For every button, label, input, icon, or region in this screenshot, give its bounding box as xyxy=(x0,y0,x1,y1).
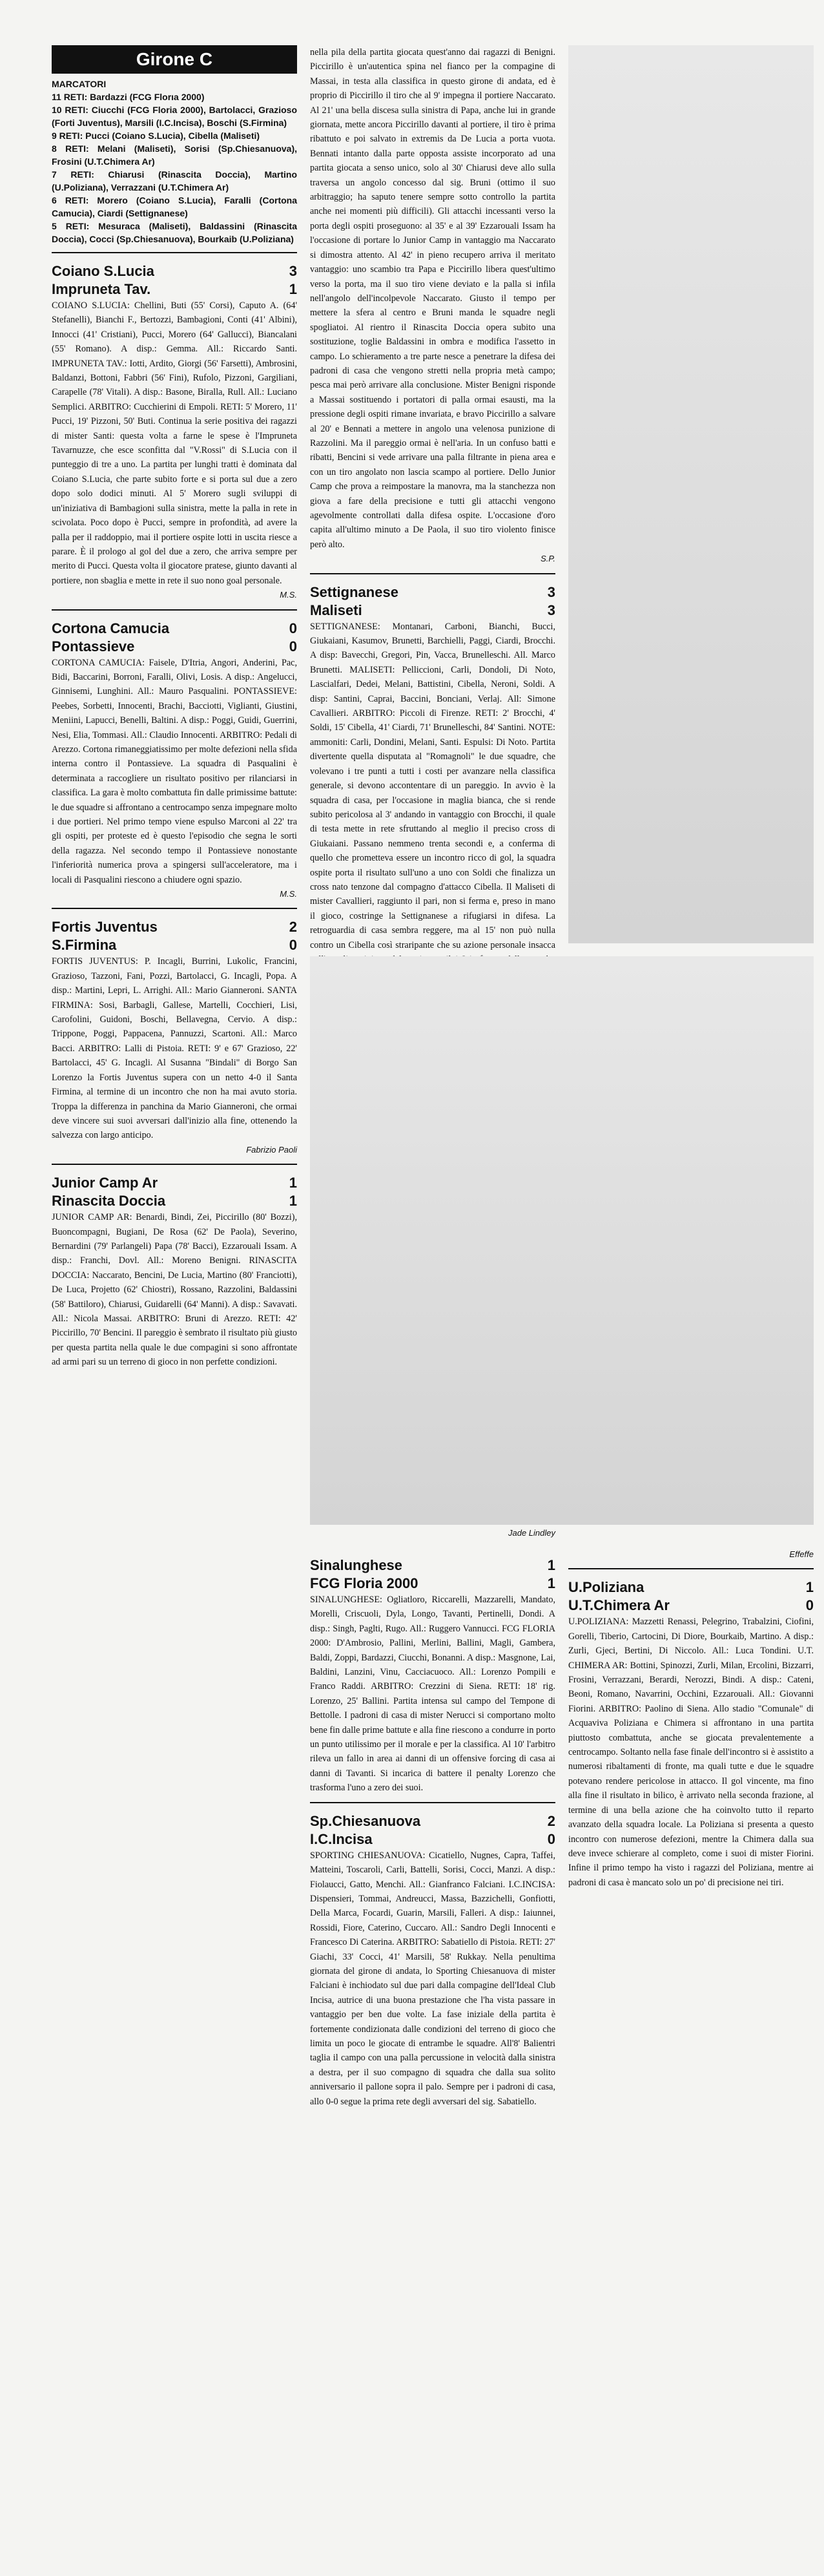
away-team-row xyxy=(52,936,297,954)
home-team-row xyxy=(310,1812,555,1830)
photo-1 xyxy=(310,956,814,1525)
signature: S.P. xyxy=(541,554,555,564)
home-score: 0 xyxy=(289,620,297,636)
home-team-row xyxy=(310,1556,555,1575)
match-body: COIANO S.LUCIA: Chellini, Buti (55' Corsi), Caputo A. (64' Stefanelli), Bianchi F., Bertozzi, Bambagioni, Conti (41' Albini), Innocci (41' Cristiani), Pucci, Morero (64' Gallucci), Biancalani (55' Romano). A disp.: Gemma. All.: Riccardo Santi. IMPRUNETA TAV.: Iotti, Ardito, Giorgi (56' Farsetti), Ambrosini, Baldanzi, Bottoni, Fabbri (56' Fini), Rufolo, Pizzoni, Gargiliani, Carapelle (78' Vitali). A disp.: Basone, Biralla, Rull. All.: Luciano Semplici. ARBITRO: Cucchierini di Empoli. RETI: 5' Morero, 11' Pucci, 19' Pizzoni, 50' Buti. Continua la serie positiva dei ragazzi di mister Santi: questa volta a farne le spese è l'Impruneta Tavarnuzze, che esce sconfitta dal "V.Rossi" di S.Lucia con il punteggio di tre a uno. La partita per lunghi tratti è dominata dal Coiano S.Lucia, che parte subito forte e si porta sul due a zero dopo solo dodici minuti. Al 5' Morero sugli sviluppi di un'iniziativa di Bambagioni sulla sinistra, mette la palla in rete in scivolata. Poco dopo è Pucci, sempre in profondità, ad avere la palla per il raddoppio, mai il portiere ospite lotti in uscita riesce a parare. È il prologo al gol del due a zero, che arriva sempre per merito di Pucci. Questa volta il giocatore pratese, giunto davanti al portiere, non sbaglia e mette in rete il suo nono goal personale. xyxy=(52,300,297,586)
signature: Jade Lindley xyxy=(508,1528,555,1538)
scorers-line: 8 RETI: Melani (Maliseti), Sorisi (Sp.Chiesanuova), Frosini (U.T.Chimera Ar) xyxy=(52,143,297,167)
home-team: Coiano S.Lucia xyxy=(52,263,154,279)
home-team: Junior Camp Ar xyxy=(52,1175,158,1191)
photo-image xyxy=(310,956,814,1525)
away-team: U.T.Chimera Ar xyxy=(568,1597,670,1614)
scorers-line: 5 RETI: Mesuraca (Maliseti), Baldassini (Rinascita Doccia), Cocci (Sp.Chiesanuova), Bourkaib (U.Poliziana) xyxy=(52,221,297,244)
home-team: Fortis Juventus xyxy=(52,919,158,936)
home-team-row xyxy=(52,262,297,280)
home-team-row xyxy=(52,1174,297,1192)
away-score: 0 xyxy=(289,638,297,654)
scorers-box xyxy=(52,78,297,246)
match-report xyxy=(52,262,297,603)
divider xyxy=(52,609,297,611)
signature: Fabrizio Paoli xyxy=(246,1144,297,1155)
away-team: FCG Floria 2000 xyxy=(310,1575,418,1591)
home-team-row xyxy=(310,583,555,602)
section-title: Girone C xyxy=(52,45,297,74)
away-score: 1 xyxy=(289,1193,297,1209)
home-team: Sinalunghese xyxy=(310,1557,403,1573)
match-report xyxy=(310,1812,555,2109)
signature: M.S. xyxy=(280,590,297,600)
home-score: 1 xyxy=(547,1557,555,1573)
scorers-title: MARCATORI xyxy=(52,79,107,89)
column-3 xyxy=(568,1547,814,1890)
scorers-line: 10 RETI: Ciucchi (FCG Floria 2000), Bartolacci, Grazioso (Forti Juventus), Marsili (I.C.Incisa), Boschi (S.Firmina) xyxy=(52,105,297,128)
match-report xyxy=(310,1556,555,1796)
away-score: 1 xyxy=(547,1575,555,1591)
match-body: SETTIGNANESE: Montanari, Carboni, Bianchi, Bucci, Giukaiani, Kasumov, Brunetti, Barchielli, Paggi, Ciardi, Brocchi. A disp: Bavecchi, Gregori, Pin, Vacca, Brunelleschi. All. Marco Brunetti. MALISETI: Pelliccioni, Carli, Dondoli, Di Noto, Lascialfari, Dedei, Melani, Battistini, Cibella, Neroni, Soldi. A disp: Santini, Caprai, Baccini, Bonciani, Verlaj. All: Simone Cavallieri. ARBITRO: Piccoli di Firenze. RETI: 2' Brocchi, 4' Soldi, 15' Cibella, 41' Ciardi, 71' Brunelleschi, 84' Santini. NOTE: ammoniti: Carli, Dondini, Melani, Santi. Espulsi: Di Noto. Partita divertente quella disputata al "Romagnoli" le due squadre, che volevano i tre punti a tutti i costi per avanzare nella classifica generale, si devono accontentare di un pareggio. In avvio è la squadra di casa, per l'occasione in maglia bianca, che si rende subito pericolosa al 3' andando in vantaggio con Brocchi, il quale di testa mette in rete sfruttando al meglio il preciso cross di Giukaiani. Passano nemmeno trenta secondi e, a conferma di quello che prometteva essere un incontro ricco di gol, la squadra ospite porta il risultato sull'uno a uno con Soldi che finalizza un cross nato tenzone dal compagno d'attacco Cibella. Il Maliseti di mister Cavallieri, raggiunto il pari, non si ferma e, preso in mano il gioco, costringe la Settignanese a rifugiarsi in difesa. La retroguardia di casa sembra reggere, ma al 15' non può nulla contro un Cibella così straripante che su azione personale insacca xyxy=(310,621,555,950)
divider xyxy=(310,573,555,574)
away-team: Rinascita Doccia xyxy=(52,1193,166,1209)
home-team: Cortona Camucia xyxy=(52,620,170,636)
away-team-row xyxy=(52,1192,297,1210)
column-2 xyxy=(310,45,555,981)
match-report xyxy=(52,1174,297,1369)
divider xyxy=(52,908,297,909)
away-score: 0 xyxy=(547,1830,555,1847)
home-score: 2 xyxy=(289,919,297,936)
home-score: 1 xyxy=(805,1579,814,1596)
match-report xyxy=(310,583,555,981)
away-score: 1 xyxy=(289,281,297,297)
away-team: Maliseti xyxy=(310,602,362,618)
divider xyxy=(310,1802,555,1803)
away-team-row xyxy=(310,1575,555,1593)
match-report xyxy=(52,918,297,1157)
column-2-lower xyxy=(310,1547,555,2109)
home-team: Sp.Chiesanuova xyxy=(310,1812,421,1829)
scorers-line: 7 RETI: Chiarusi (Rinascita Doccia), Martino (U.Poliziana), Verrazzani (U.T.Chimera Ar) xyxy=(52,169,297,193)
away-team-row xyxy=(52,638,297,656)
photo-2 xyxy=(568,45,814,943)
match-body: SPORTING CHIESANUOVA: Cicatiello, Nugnes, Capra, Taffei, Matteini, Toscaroli, Carli, Battelli, Sorisi, Cocci, Manzi. A disp.: Fiolaucci, Gatto, Menchi. All.: Gianfranco Falciani. I.C.INCISA: Dispensieri, Tommai, Andreucci, Massa, Bazzichelli, Gonfiotti, Della Marca, Focardi, Guarin, Marsili, Falleri. A disp.: Iaiunnei, Rossidi, Fiore, Caterino, Cuccaro. All.: Sandro Degli Innocenti e Francesco Di Caterina. ARBITRO: Sabatiello di Pistoia. RETI: 27' Giachi, 33' Cocci, 41' Marsili, 58' Rukkay. Nella penultima giornata del girone di andata, lo Sporting Chiesanuova di mister Falciani è inchiodato sul due pari dalla compagine dell'Ideal Club Incisa, autrice di una buona prestazione che l'ha vista passare in vantaggio per ben due volte. La fase iniziale della partita è fortemente condizionata dalle condizioni del terreno di gioco che limita un poco le giocate di entrambe le squadre. All'8' Balientri taglia il campo con una palla percussione in velocità dalla sinistra a destra, per il suo compagno di squadra che dalla sua solito anniversario il pallone sopra il palo. Sempre per i padroni di casa, allo 0-0 segue la prima rete degli avversari del sig. Sabatiello. xyxy=(310,1850,555,2107)
away-team: I.C.Incisa xyxy=(310,1830,373,1847)
home-team-row xyxy=(568,1578,814,1597)
signature: Effeffe xyxy=(789,1549,814,1559)
match-body: JUNIOR CAMP AR: Benardi, Bindi, Zei, Piccirillo (80' Bozzi), Buoncompagni, Bugiani, De Rosa (62' De Paola), Severino, Bernardini (79' Parlangeli) Papa (78' Bacci), Ezzarouali Issam. A disp.: Franchi, Dovl. All.: Moreno Benigni. RINASCITA DOCCIA: Naccarato, Bencini, De Lucia, Martino (80' Franciotti), De Luca, Projetto (62' Chiostri), Rossano, Razzolini, Baldassini (58' Battiloro), Chiarusi, Guidarelli (64' Manni). A disp.: Savavati. All.: Nicola Massai. ARBITRO: Bruni di Arezzo. RETI: 42' Piccirillo, 70' Bencini. Il pareggio è sembrato il risultato più giusto per questa partita nella quale le due compagini si sono affrontate ad armi pari su un terreno di gioco in non perfette condizioni. xyxy=(52,1212,297,1368)
scorers-line: 6 RETI: Morero (Coiano S.Lucia), Faralli (Cortona Camucia), Ciardi (Settignanese) xyxy=(52,195,297,218)
divider xyxy=(568,1568,814,1569)
away-score: 3 xyxy=(547,602,555,618)
photo-image xyxy=(568,45,814,943)
scorers-line: 9 RETI: Pucci (Coiano S.Lucia), Cibella (Maliseti) xyxy=(52,131,260,141)
away-team: Pontassieve xyxy=(52,638,135,654)
away-team-row xyxy=(310,602,555,620)
home-team-row xyxy=(52,918,297,936)
away-team-row xyxy=(310,1830,555,1848)
match-body: SINALUNGHESE: Ogliatloro, Riccarelli, Mazzarelli, Mandato, Morelli, Criscuoli, Dyla, Longo, Tavanti, Pertinelli, Dondi. A disp.: Singh, Paglti, Rugo. All.: Ruggero Vannucci. FCG FLORIA 2000: D'Ambrosio, Pallini, Merlini, Ballini, Magli, Gambera, Baldi, Zoppi, Bardazzi, Ciucchi, Bonanni. A disp.: Masgnone, Lai, Baldini, Lanzini, Vinu, Cacciacuoco. All.: Lorenzo Pompili e Franco Raddi. ARBITRO: Crezzini di Siena. RETI: 18' rig. Lorenzo, 25' Ballini. Partita intensa sul campo del Tempone di Bettolle. I padroni di casa di mister Nerucci si comportano molto bene fin dalle prime battute e alla fine riescono a condurre in porto un punto utilissimo per il morale e per la classifica. Al 10' l'arbitro rileva un fallo in area ai danni di un offensive forcing di casa ai danni di Tavanti. Si incarica di battere il penalty Lorenzo che trasforma l'uno a zero dei suoi. xyxy=(310,1595,555,1794)
home-score: 2 xyxy=(547,1812,555,1829)
away-score: 0 xyxy=(289,937,297,954)
newspaper-page xyxy=(26,0,814,2576)
scorers-line: 11 RETI: Bardazzi (FCG Florıa 2000) xyxy=(52,92,205,102)
divider xyxy=(52,252,297,253)
away-team: S.Firmina xyxy=(52,937,117,954)
match-report xyxy=(568,1578,814,1890)
signature: M.S. xyxy=(280,889,297,899)
match-body: FORTIS JUVENTUS: P. Incagli, Burrini, Lukolic, Francini, Grazioso, Tazzoni, Fani, Pozzi, Bartolacci, G. Incagli, Popa. A disp.: Martini, Lepri, L. Arrighi. All.: Mario Gianneroni. SANTA FIRMINA: Sosi, Barbagli, Gallese, Martelli, Cocchieri, Lisi, Carofolini, Guidoni, Boschi, Bellavegna, Cervio. A disp.: Trippone, Poggi, Pappacena, Pannuzzi, Scartoni. All.: Marco Bacci. ARBITRO: Lalli di Pistoia. RETI: 9' e 67' Grazioso, 22' Bartolacci, 45' G. Incagli. Al Susanna "Bindali" di Borgo San Lorenzo la Fortis Juventus supera con un netto 4-0 il Santa Firmina, al termine di un incontro che non ha mai avuto storia. Troppa la differenza in panchina da Mario Gianneroni, che ormai deve vincere sui suoi avversari dall'inizio alla fine, ottenendo la salvezza con largo anticipo. xyxy=(52,956,297,1141)
home-score: 3 xyxy=(547,583,555,600)
home-team: U.Poliziana xyxy=(568,1579,644,1596)
away-team-row xyxy=(52,280,297,298)
divider xyxy=(52,1164,297,1165)
column-1 xyxy=(52,78,297,1370)
home-score: 1 xyxy=(289,1175,297,1191)
match-body: CORTONA CAMUCIA: Faisele, D'Itria, Angori, Anderini, Pac, Bidi, Baccarini, Borroni, Faralli, Olivi, Losis. A disp.: Angelucci, Ginnisemi, Lunghini. All.: Mauro Pasqualini. PONTASSIEVE: Peebes, Sorbetti, Innocenti, Brachi, Bacciotti, Viglianti, Giustini, Meniini, Lapucci, Benelli, Baltini. A disp.: Poggi, Guidi, Guerrini, Nesi, Elia, Tommasi. All.: Claudio Innocenti. ARBITRO: Pedali di Arezzo. Cortona rimaneggiatissimo per molte defezioni nella sfida interna contro il Pontassieve. La squadra di Pasqualini è determinata a raccogliere un risultato positivo per rilanciarsi in classifica. La gara è molto combattuta fin dalle primissime battute: le due squadre si affrontano a centrocampo senza impegnare molto i due portieri. Nel primo tempo viene espulso Marconi al 22' tra gli ospiti, per proteste ed è questo l'episodio che segna le sorti della ragazza. Nel secondo tempo il Pontassieve nonostante l'inferiorità numerica prova a spingersi sull'acceleratore, ma i locali di Pasqualini riescono a chiudere ogni spazio. xyxy=(52,657,297,885)
match-body: U.POLIZIANA: Mazzetti Renassi, Pelegrino, Trabalzini, Ciofini, Gorelli, Tiberio, Cartocini, Di Diore, Bourkaib, Martino. A disp.: Zurli, Gjeci, Bertini, Di Niccolo. All.: Luca Tondini. U.T. CHIMERA AR: Bottini, Spinozzi, Zurli, Milan, Ercolini, Bizzarri, Frosini, Verrazzani, Berardi, Nerozzi, Bindi. A disp.: Cateni, Beoni, Romano, Navarrini, Occhini, Ezzarouali. All.: Giovanni Fiorini. ARBITRO: Paolino di Siena. Allo stadio "Comunale" di Acquaviva Poliziana e Chimera si affrontano in una partita piuttosto combattuta, anche se giocata prevalentemente a centrocampo. Soltanto nella fase finale dell'incontro si è assistito a numerosi ribaltamenti di fronte, ma quali tutte e due le squadre potevano rendere pericolose in attacco. Il gol vincente, ma fino alla fine il risultato in bilico, è arrivato nella seconda frazione, al termine di una bella azione che ha coinvolto tutto il reparto avanzato della squadra locale. La Poliziana si presenta a questo incontro con numerose defezioni, mentre la Chimera dalla sua deve invece schierare al completo, come i suoi di mister Fiorini. Infine il primo tempo ha visto i ragazzi del Poliziana, mentre ai padroni di casa è mancato solo un po' di precisione nei tiri. xyxy=(568,1617,814,1888)
home-team-row xyxy=(52,620,297,638)
away-team-row xyxy=(568,1597,814,1615)
home-score: 3 xyxy=(289,263,297,279)
away-score: 0 xyxy=(805,1597,814,1614)
match-body-continued: nella pila della partita giocata quest'anno dai ragazzi di Benigni. Piccirillo è un'autentica spina nel fianco per la compagine di Massai, in testa alla classifica in questo girone di andata, ed è proprio di Piccirillo il tiro che al 9' impegna il portiere Naccarato. Al 21' una bella discesa sulla sinistra di Papa, anche lui in grande giornata, mette ancora Piccirillo davanti al portiere, il tiro è prima ribattuto e poi salvato in extremis da De Lucia a porta vuota. Bennati intanto dalla parte opposta assiste incorporato ad una partita giocata a senso unico, solo al 30' Chiarusi deve allo sulla traversa un angolo concesso dal sig. Bruni (ottimo il suo arbitraggio; ha saputo tenere sempre sotto controllo la partita anche nei momenti più difficili). Gli attacchi incessanti verso la porta degli ospiti proseguono: al 35' e al 39' Ezzarouali Issam ha l'occasione di portare lo Junior Camp in vantaggio ma Naccarato si dimostra attento. Al 42' in pieno recupero arriva il meritato vantaggio: uno scambio tra Papa e Piccirillo libera quest'ultimo verso la porta, ma il suo tiro viene deviato e la palla si infila nell'angolo dell'incolpevole Naccarato. Giusto il tempo per mettere la sfera al centro e Bruni manda le squadre negli spogliatoi. Al rientro il Rinascita Doccia opera subito una sostituzione, toglie Baldassini in ombra e modifica l'assetto in campo. Lo schieramento a tre parte nesce a penetrare la difesa dei padroni di casa che vengono stretti nella propria metà campo; pesca mai però arrivare alla conclusione. Mister Benigni risponde a Massai sostituendo i portatori di palla ormai esausti, ma la pressione degli ospiti rimane invariata, e bravo Piccirillo a salvare al 20' e Bennati a mettere in angolo una velenosa punizione di Razzolini. Ma il pareggio ormai è nell'aria. In un confuso batti e ribatti, Bencini si vede arrivare una palla filtrante in piena area e con un tiro angolato non lascia scampo al portiere. Dello Junior Camp che prova a reimpostare la manovra, ma la stanchezza non giova a fare della precisione e tutti gli attacchi vengono agevolmente controllati dalla difesa ospite. L'occasione d'oro capita all'ultimo minuto a De Paola, il suo tiro violento finisce però alto. xyxy=(310,47,555,550)
home-team: Settignanese xyxy=(310,583,398,600)
match-report xyxy=(52,620,297,902)
away-team: Impruneta Tav. xyxy=(52,281,151,297)
